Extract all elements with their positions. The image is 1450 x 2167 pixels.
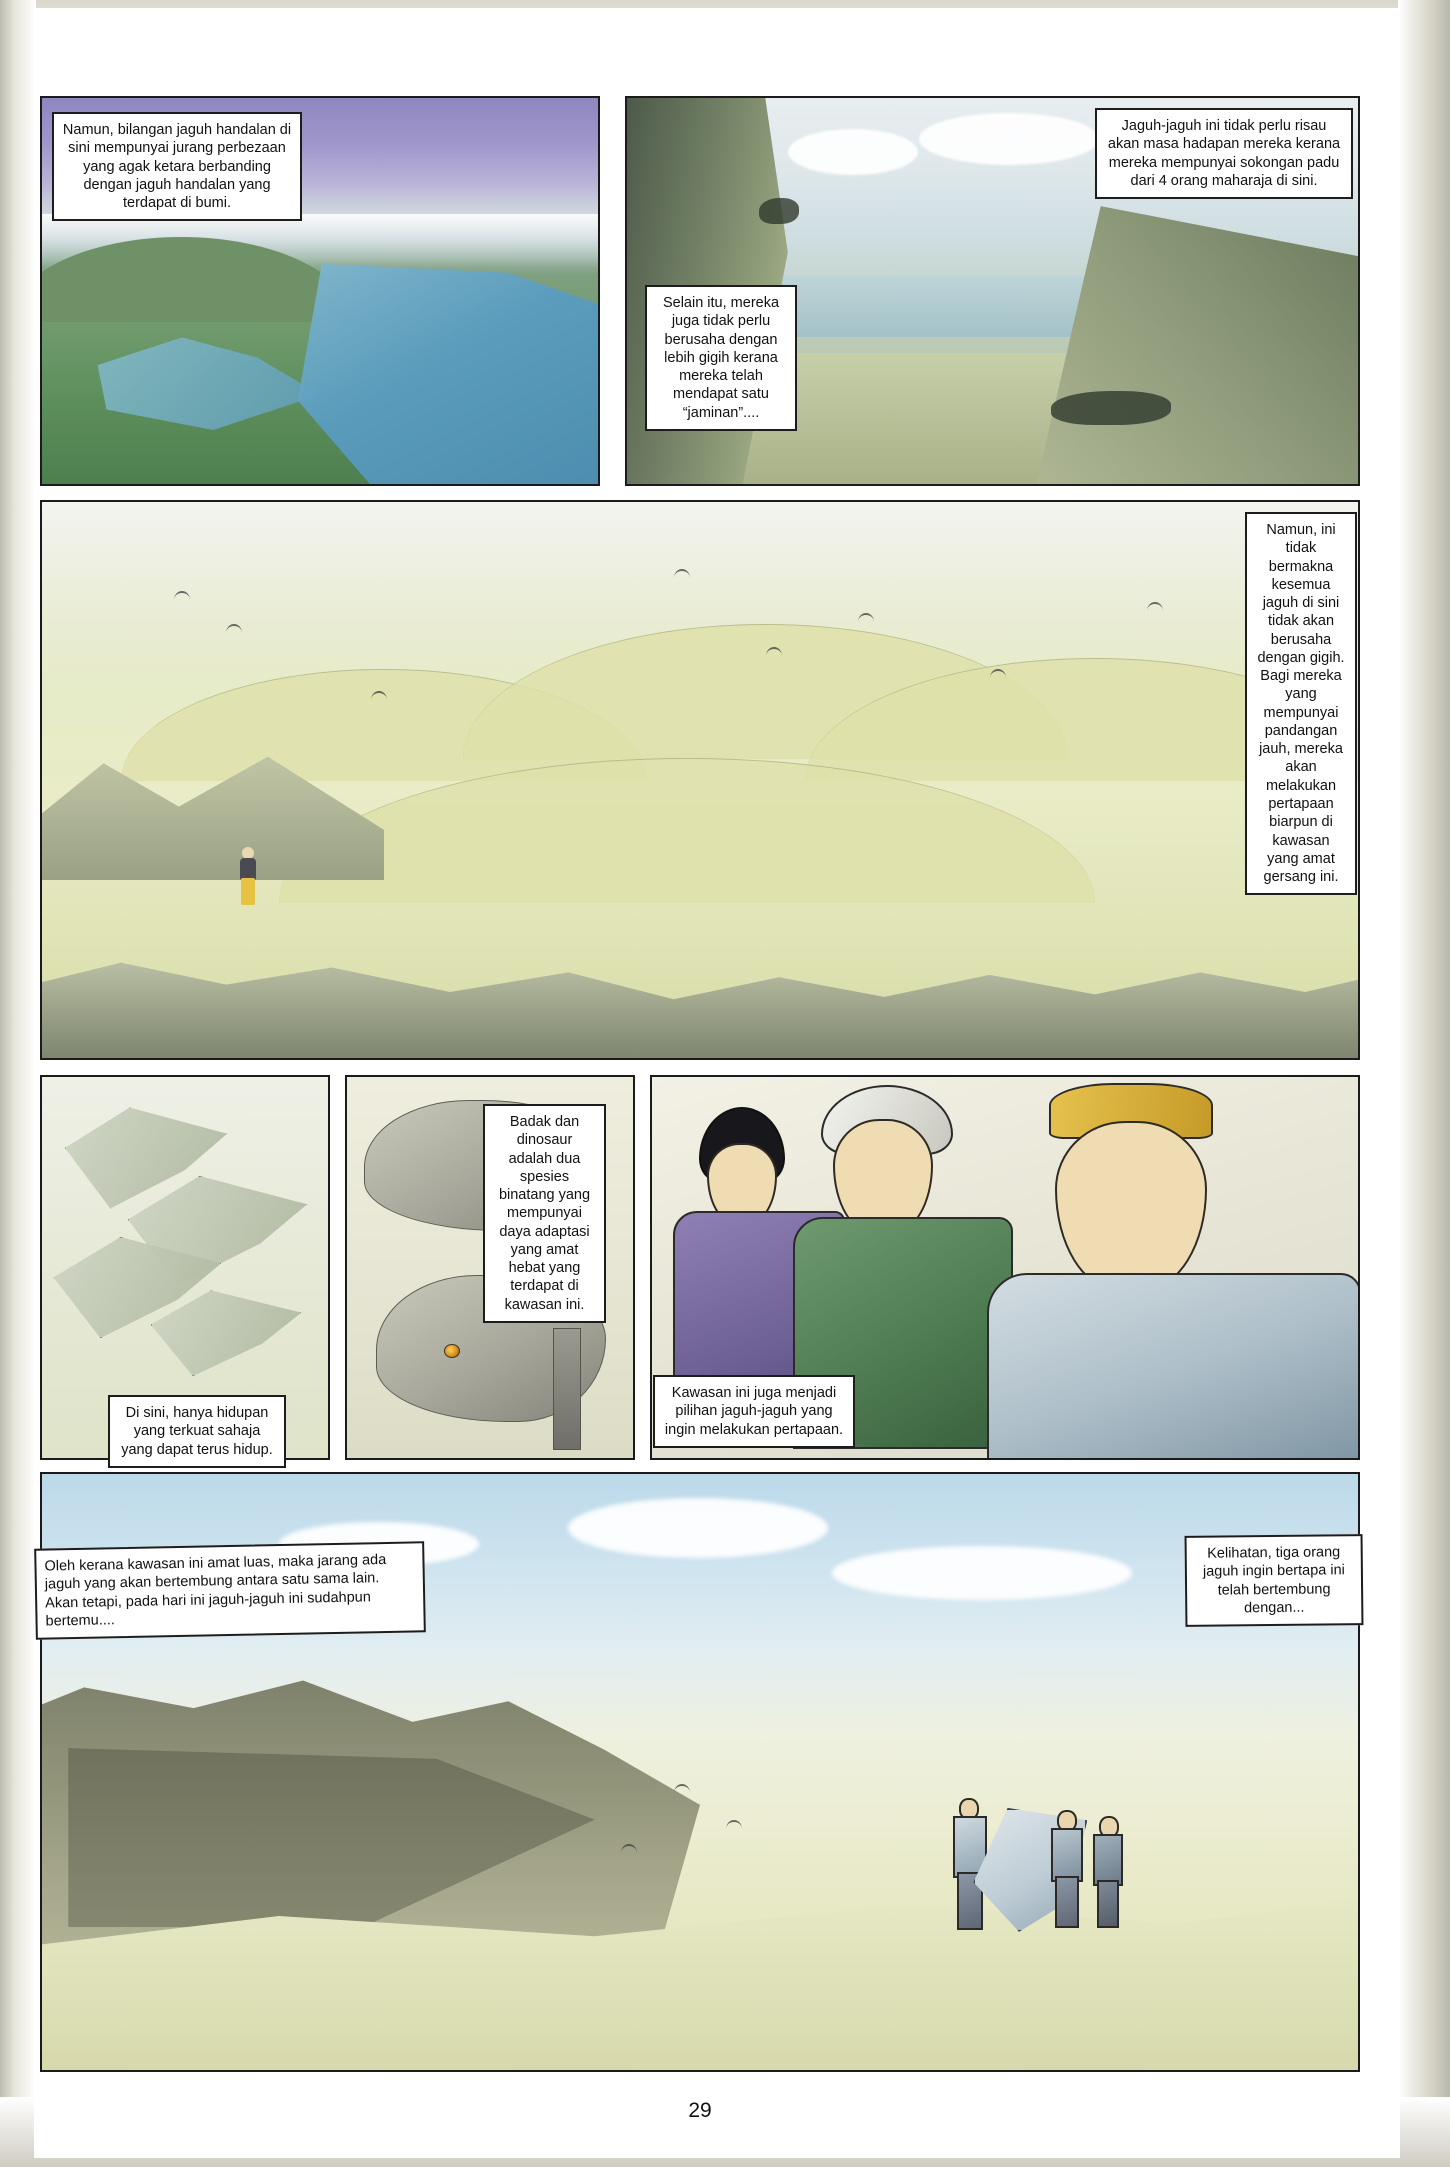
panel-desert — [40, 500, 1360, 1060]
mini-warrior-legs — [1097, 1880, 1119, 1928]
warrior-right — [977, 1077, 1360, 1460]
bird-icon — [726, 1820, 742, 1829]
caption-box-4: Namun, ini tidak bermakna kesemua jaguh di sini tidak akan berusaha dengan gigih. Bagi mereka yang mempunyai pandangan jauh, mereka akan melakukan pertapaan biarpun di kawasan yang amat gersang ini. — [1245, 512, 1357, 895]
rhino-eye — [444, 1344, 460, 1358]
scan-edge-left — [0, 0, 36, 2167]
caption-box-2: Selain itu, mereka juga tidak perlu berusaha dengan lebih gigih kerana mereka telah mendapat satu “jaminan”.... — [645, 285, 797, 431]
bird-icon — [990, 669, 1006, 678]
rhino-leg — [553, 1328, 581, 1450]
caption-box-8: Oleh kerana kawasan ini amat luas, maka jarang ada jaguh yang akan bertembung antara satu sama lain. Akan tetapi, pada hari ini jaguh-jaguh ini sudahpun bertemu.... — [34, 1541, 426, 1640]
mini-warrior-legs — [1055, 1876, 1079, 1928]
foreground-rocks — [42, 936, 1358, 1058]
page-number: 29 — [688, 2099, 712, 2122]
dinosaur-silhouette — [1051, 391, 1171, 425]
caption-box-7: Kawasan ini juga menjadi pilihan jaguh-jaguh yang ingin melakukan pertapaan. — [653, 1375, 855, 1448]
cloud-shape — [568, 1498, 828, 1558]
figure-head — [242, 847, 254, 859]
bird-icon — [674, 1784, 690, 1793]
warrior-vest — [987, 1273, 1360, 1460]
figure-torso — [240, 858, 256, 880]
bird-icon — [226, 624, 242, 633]
caption-box-6: Badak dan dinosaur adalah dua spesies binatang yang mempunyai daya adaptasi yang amat hebat yang terdapat di kawasan ini. — [483, 1104, 606, 1323]
cloud-shape — [832, 1546, 1132, 1600]
cloud-shape — [788, 129, 918, 175]
mini-warrior-body — [1093, 1834, 1123, 1886]
caption-box-1: Namun, bilangan jaguh handalan di sini mempunyai jurang perbezaan yang agak ketara berbanding dengan jaguh handalan yang terdapat di bumi. — [52, 112, 302, 221]
scan-edge-right — [1398, 0, 1450, 2167]
caption-box-9: Kelihatan, tiga orang jaguh ingin bertapa ini telah bertembung dengan... — [1185, 1534, 1364, 1627]
figure-legs — [241, 878, 255, 905]
lake-shape — [298, 264, 598, 484]
river-shape — [98, 337, 320, 430]
bird-icon — [174, 591, 190, 600]
caption-box-3: Jaguh-jaguh ini tidak perlu risau akan masa hadapan mereka kerana mereka mempunyai sokongan padu dari 4 orang maharaja di sini. — [1095, 108, 1353, 199]
cliff-right-shape — [1036, 206, 1358, 484]
mini-warrior-body — [1051, 1828, 1083, 1882]
lone-wanderer-figure — [239, 847, 257, 905]
cloud-shape — [919, 113, 1099, 165]
warrior-head — [1055, 1121, 1207, 1291]
caption-box-5: Di sini, hanya hidupan yang terkuat sahaja yang dapat terus hidup. — [108, 1395, 286, 1468]
bird-icon — [858, 613, 874, 622]
three-jaguh-group — [947, 1784, 1147, 1984]
dinosaur-silhouette — [759, 198, 799, 224]
pterodactyl-shape — [151, 1290, 302, 1376]
bird-icon — [1147, 602, 1163, 611]
bird-icon — [674, 569, 690, 578]
